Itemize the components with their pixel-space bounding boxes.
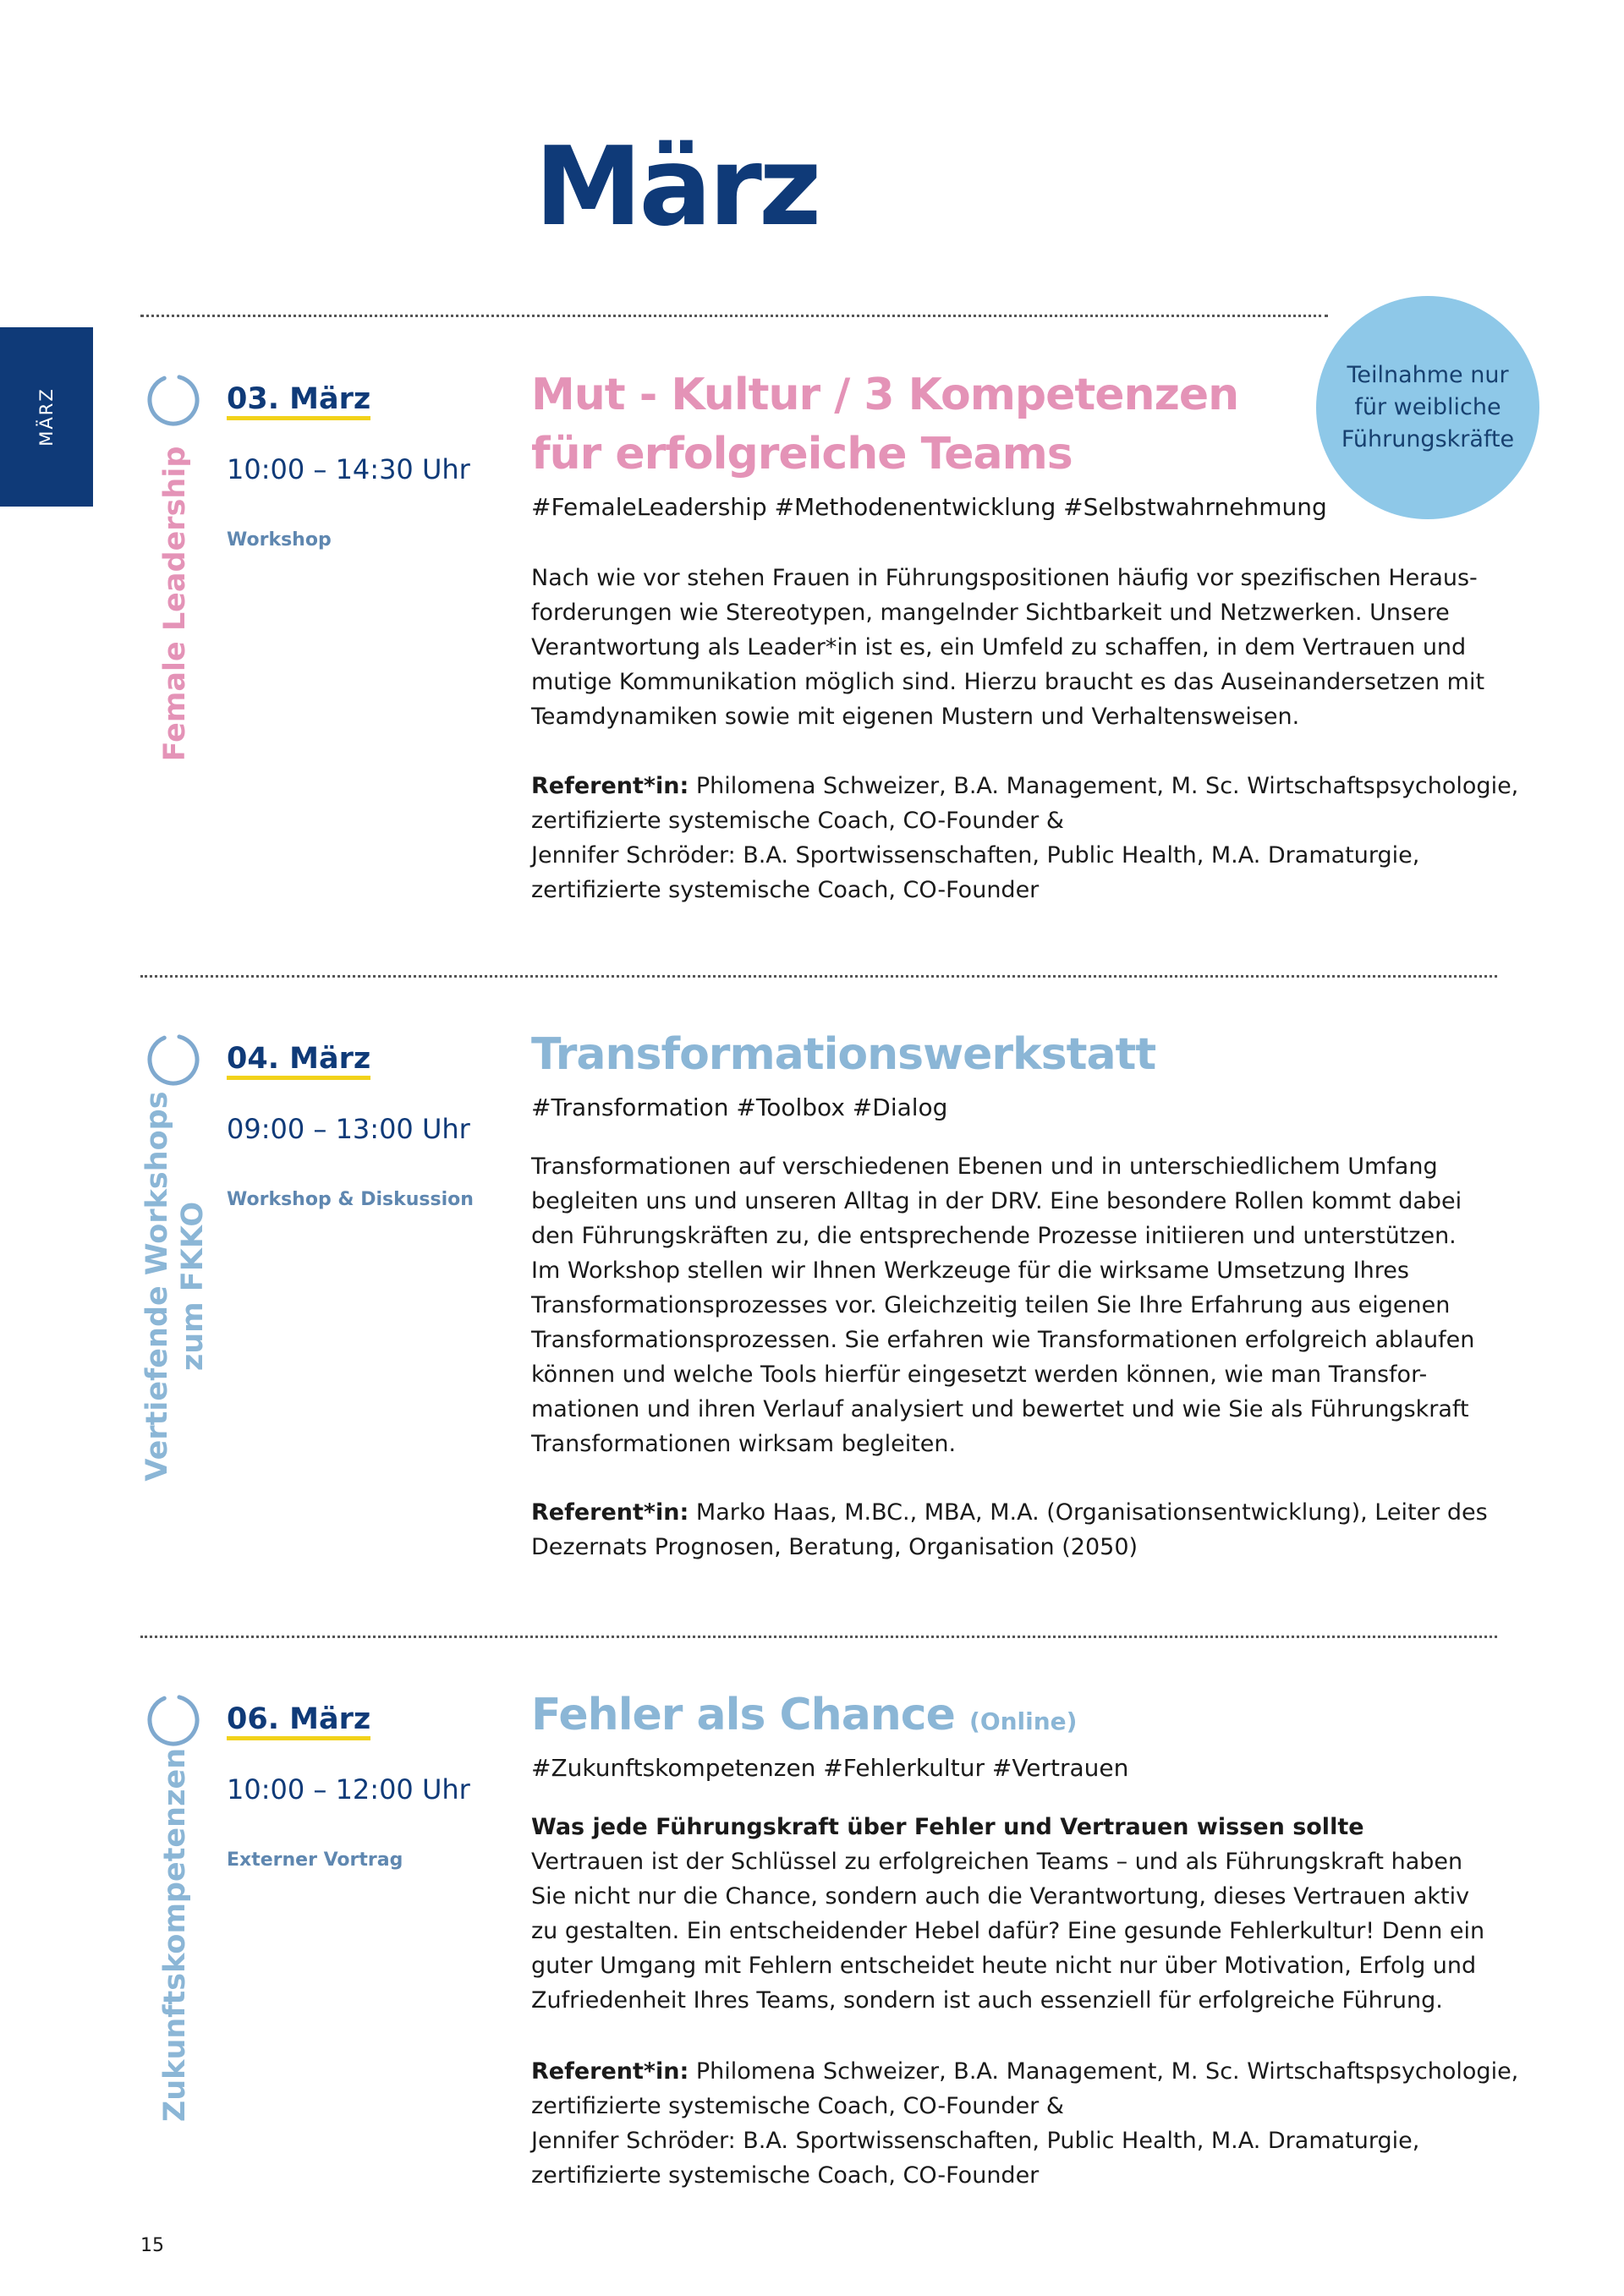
event-title-line: Transformationswerkstatt <box>531 1029 1156 1080</box>
description-line: guter Umgang mit Fehlern entscheidet heute nicht nur über Motivation, Erfolg und <box>531 1953 1477 1979</box>
description-line: forderungen wie Stereotypen, mangelnder Sichtbarkeit und Netzwerken. Unsere <box>531 600 1450 626</box>
event-time: 10:00 – 14:30 Uhr <box>227 453 470 485</box>
category-label: Zukunftskompetenzen <box>158 1747 192 2123</box>
description-line: Teamdynamiken sowie mit eigenen Mustern und Verhaltensweisen. <box>531 704 1300 730</box>
event-description <box>531 561 1512 734</box>
divider <box>140 1636 1497 1638</box>
event-date: 06. März <box>227 1702 370 1740</box>
event-description <box>531 1810 1512 2018</box>
description-line: Zufriedenheit Ihres Teams, sondern ist auch essenziell für erfolgreiche Führung. <box>531 1987 1443 2014</box>
event-tags: #Zukunftskompetenzen #Fehlerkultur #Vertrauen <box>531 1754 1129 1782</box>
description-line: Sie nicht nur die Chance, sondern auch die Verantwortung, dieses Vertrauen aktiv <box>531 1883 1470 1910</box>
description-line: Transformationen auf verschiedenen Ebenen und in unterschiedlichem Umfang <box>531 1153 1438 1180</box>
divider <box>140 315 1328 317</box>
description-line: begleiten uns und unseren Alltag in der DRV. Eine besondere Rollen kommt dabei <box>531 1188 1462 1214</box>
event-title-line: für erfolgreiche Teams <box>531 429 1073 479</box>
event-title-line: Fehler als Chance <box>531 1690 955 1740</box>
speaker-label: Referent*in: <box>531 2058 689 2085</box>
event-tags: #Transformation #Toolbox #Dialog <box>531 1093 948 1121</box>
description-line: Transformationsprozessen. Sie erfahren wie Transformationen erfolgreich ablaufen <box>531 1327 1475 1353</box>
speaker-label: Referent*in: <box>531 1499 689 1526</box>
event-description <box>531 1149 1512 1461</box>
event-speakers <box>531 2054 1519 2193</box>
description-line: mationen und ihren Verlauf analysiert und bewertet und wie Sie als Führungskraft <box>531 1396 1469 1422</box>
speaker-line: zertifizierte systemische Coach, CO-Founder & <box>531 2093 1064 2119</box>
event-title <box>531 365 1238 484</box>
event-format: Workshop & Diskussion <box>227 1189 474 1210</box>
event-title-line: Mut - Kultur / 3 Kompetenzen <box>531 370 1239 420</box>
event-subtitle: Was jede Führungskraft über Fehler und Vertrauen wissen sollte <box>531 1814 1364 1840</box>
description-line: den Führungskräften zu, die entsprechende Prozesse initiieren und unterstützen. <box>531 1223 1457 1249</box>
description-line: Transformationsprozesses vor. Gleichzeitig teilen Sie Ihre Erfahrung aus eigenen <box>531 1292 1451 1318</box>
speaker-line: zertifizierte systemische Coach, CO-Founder <box>531 877 1040 903</box>
event-time: 10:00 – 12:00 Uhr <box>227 1773 470 1806</box>
event-speakers <box>531 769 1519 907</box>
badge-line: Teilnahme nur <box>1347 362 1509 388</box>
event-format: Externer Vortrag <box>227 1849 403 1871</box>
event-tags: #FemaleLeadership #Methodenentwicklung #Selbstwahrnehmung <box>531 493 1327 521</box>
description-line: Verantwortung als Leader*in ist es, ein Umfeld zu schaffen, in dem Vertrauen und <box>531 634 1467 660</box>
event-time: 09:00 – 13:00 Uhr <box>227 1113 470 1145</box>
divider <box>140 975 1497 978</box>
category-label-line: Vertiefende Workshops <box>140 1091 174 1482</box>
speaker-line: zertifizierte systemische Coach, CO-Founder <box>531 2162 1040 2189</box>
category-label: Female Leadership <box>158 446 192 762</box>
event-title <box>531 1685 1077 1751</box>
description-line: Nach wie vor stehen Frauen in Führungspositionen häufig vor spezifischen Heraus- <box>531 565 1478 591</box>
speaker-line: Jennifer Schröder: B.A. Sportwissenschaften, Public Health, M.A. Dramaturgie, <box>531 2128 1420 2154</box>
badge-line: für weibliche <box>1354 394 1501 420</box>
speaker-line: zertifizierte systemische Coach, CO-Founder & <box>531 808 1064 834</box>
speaker-line: Dezernats Prognosen, Beratung, Organisation (2050) <box>531 1534 1138 1560</box>
ring-icon <box>145 1692 201 1748</box>
event-format: Workshop <box>227 529 332 551</box>
event-date: 03. März <box>227 382 370 420</box>
description-line: mutige Kommunikation möglich sind. Hierzu braucht es das Auseinandersetzen mit <box>531 669 1485 695</box>
description-line: Vertrauen ist der Schlüssel zu erfolgreichen Teams – und als Führungskraft haben <box>531 1849 1463 1875</box>
description-line: Im Workshop stellen wir Ihnen Werkzeuge für die wirksame Umsetzung Ihres <box>531 1258 1409 1284</box>
speaker-line: Philomena Schweizer, B.A. Management, M. Sc. Wirtschaftspsychologie, <box>689 2058 1519 2085</box>
event-speakers <box>531 1495 1512 1564</box>
event-date: 04. März <box>227 1042 370 1080</box>
event-title-suffix: (Online) <box>969 1707 1078 1735</box>
ring-icon <box>145 372 201 428</box>
page-number: 15 <box>140 2235 164 2256</box>
category-label <box>140 1091 211 1481</box>
speaker-label: Referent*in: <box>531 773 689 799</box>
speaker-line: Marko Haas, M.BC., MBA, M.A. (Organisationsentwicklung), Leiter des <box>689 1499 1488 1526</box>
month-tab-label: MÄRZ <box>36 387 57 447</box>
description-line: zu gestalten. Ein entscheidender Hebel dafür? Eine gesunde Fehlerkultur! Denn ein <box>531 1918 1485 1944</box>
page-title: März <box>535 124 819 250</box>
category-label-line: zum FKKO <box>176 1201 210 1372</box>
eligibility-badge <box>1316 296 1539 519</box>
badge-line: Führungskräfte <box>1341 426 1515 452</box>
ring-icon <box>145 1032 201 1088</box>
event-title <box>531 1025 1155 1084</box>
speaker-line: Jennifer Schröder: B.A. Sportwissenschaften, Public Health, M.A. Dramaturgie, <box>531 842 1420 869</box>
description-line: können und welche Tools hierfür eingesetzt werden können, wie man Transfor- <box>531 1362 1428 1388</box>
speaker-line: Philomena Schweizer, B.A. Management, M. Sc. Wirtschaftspsychologie, <box>689 773 1519 799</box>
description-line: Transformationen wirksam begleiten. <box>531 1431 957 1457</box>
